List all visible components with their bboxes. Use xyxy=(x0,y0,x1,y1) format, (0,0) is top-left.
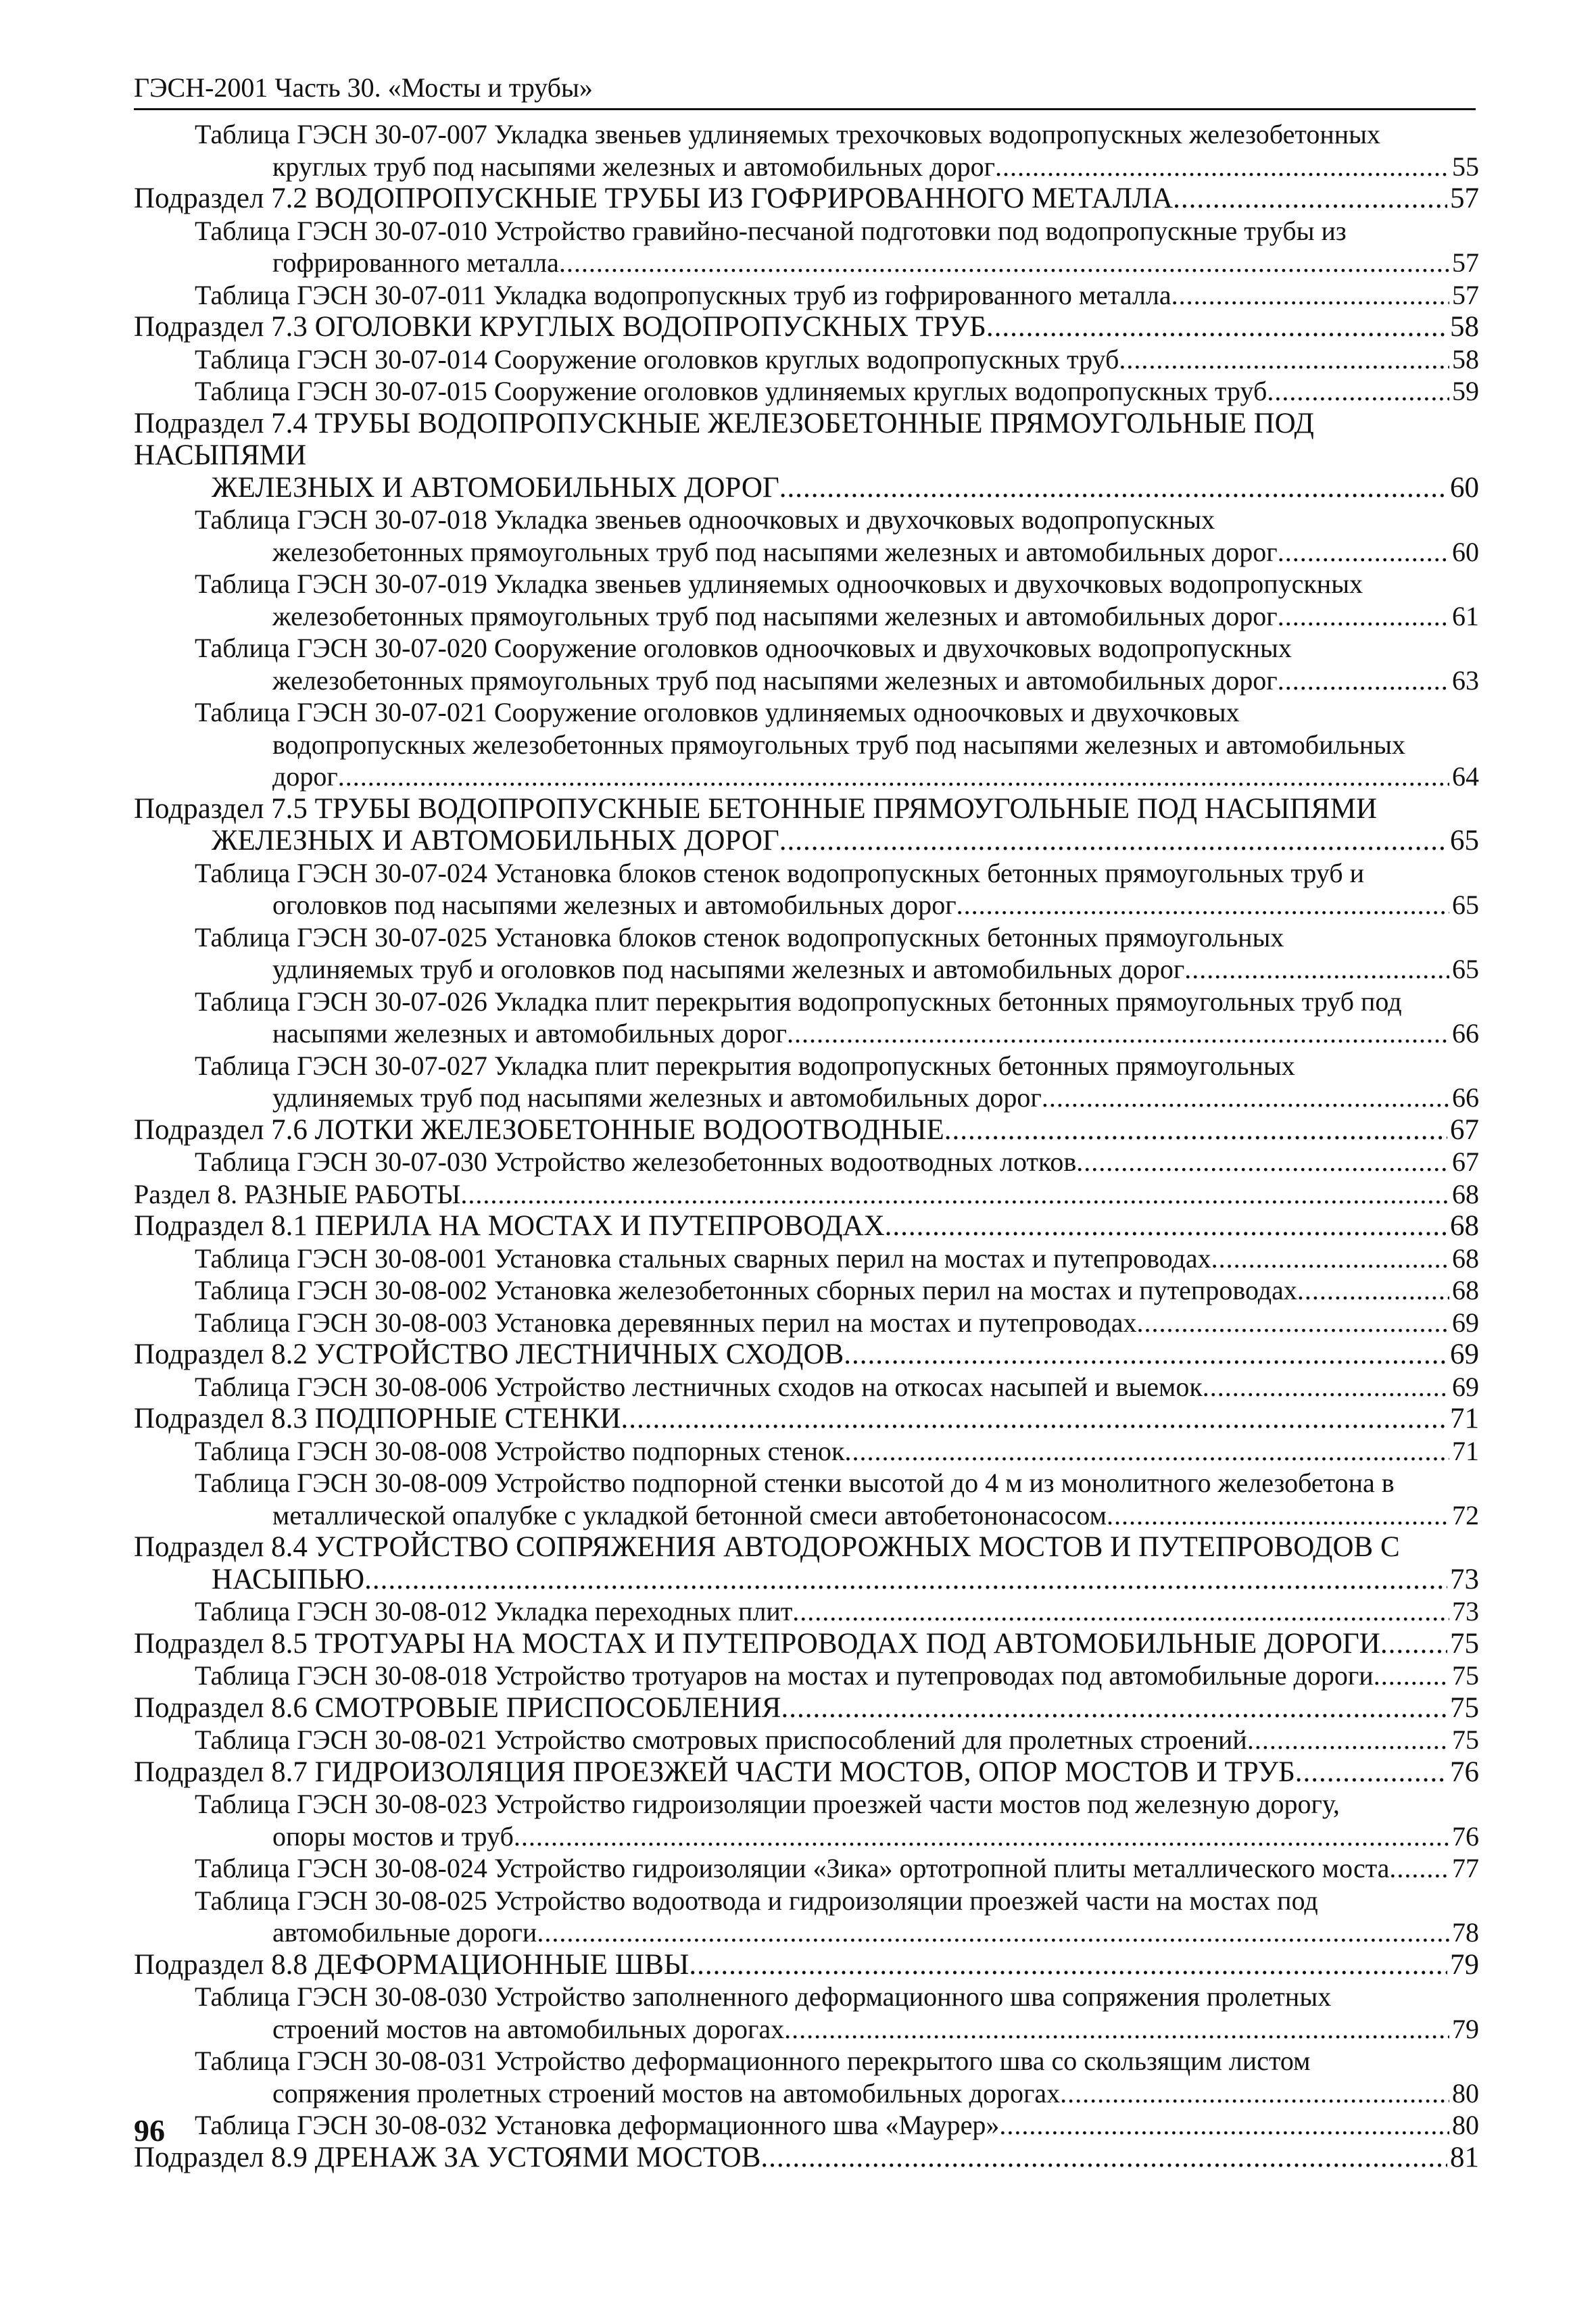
toc-entry-title: Таблица ГЭСН 30-08-006 Устройство лестничных сходов на откосах насыпей и выемок xyxy=(195,1371,1203,1402)
toc-entry-title: Таблица ГЭСН 30-08-001 Установка стальных сварных перил на мостах и путепроводах xyxy=(195,1243,1211,1274)
toc-page-number: 65 xyxy=(1452,890,1479,920)
toc-table-entry[interactable] xyxy=(195,118,1479,183)
toc-table-entry[interactable] xyxy=(195,1724,1479,1756)
toc-table-entry[interactable] xyxy=(195,2045,1479,2109)
toc-entry-title: Подраздел 8.1 ПЕРИЛА НА МОСТАХ И ПУТЕПРОВОДАХ xyxy=(134,1210,885,1242)
toc-page-number: 60 xyxy=(1452,536,1479,567)
toc-entry-title: Таблица ГЭСН 30-07-019 Укладка звеньев удлиняемых одноочковых и двухочковых водопропускных xyxy=(195,569,1363,599)
toc-page-number: 68 xyxy=(1452,1275,1479,1305)
toc-page-number: 71 xyxy=(1450,1403,1479,1434)
toc-table-entry[interactable] xyxy=(195,1467,1479,1531)
leader-dots xyxy=(995,151,1449,183)
leader-dots xyxy=(1171,279,1449,312)
toc-entry-title: Таблица ГЭСН 30-08-031 Устройство деформационного перекрытого шва со скользящим листом xyxy=(195,2046,1311,2076)
toc-entry-title: Таблица ГЭСН 30-08-012 Укладка переходных плит xyxy=(195,1596,793,1626)
leader-dots xyxy=(1136,1307,1449,1339)
toc-entry-title: Таблица ГЭСН 30-08-018 Устройство тротуаров на мостах и путепроводах под автомобильные дороги xyxy=(195,1660,1374,1691)
leader-dots xyxy=(689,1949,1447,1981)
toc-entry-title: Подраздел 8.2 УСТРОЙСТВО ЛЕСТНИЧНЫХ СХОДОВ xyxy=(134,1338,844,1370)
leader-dots xyxy=(885,1210,1447,1243)
toc-page-number: 78 xyxy=(1452,1917,1479,1948)
toc-subsection-entry[interactable] xyxy=(134,1628,1479,1660)
toc-entry-title: Подраздел 8.5 ТРОТУАРЫ НА МОСТАХ И ПУТЕПРОВОДАХ ПОД АВТОМОБИЛЬНЫЕ ДОРОГИ xyxy=(134,1627,1380,1660)
toc-entry-title: Таблица ГЭСН 30-07-021 Сооружение оголовков удлиняемых одноочковых и двухочковых xyxy=(195,697,1240,727)
toc-table-entry[interactable] xyxy=(195,1981,1479,2045)
leader-dots xyxy=(1042,1082,1449,1114)
leader-dots xyxy=(787,1017,1449,1050)
toc-page-number: 67 xyxy=(1452,1147,1479,1177)
toc-page-number: 71 xyxy=(1452,1435,1479,1466)
leader-dots xyxy=(844,1338,1447,1371)
leader-dots xyxy=(792,1595,1449,1628)
toc-page-number: 64 xyxy=(1452,761,1479,792)
toc-table-entry[interactable] xyxy=(195,1885,1479,1949)
toc-entry-title-cont: НАСЫПЬЮ xyxy=(212,1563,365,1595)
toc-entry-title-cont: водопропускных железобетонных прямоугольных труб под насыпями железных и автомобильных xyxy=(272,729,1406,760)
leader-dots xyxy=(514,1820,1449,1853)
toc-entry-title: Таблица ГЭСН 30-07-018 Укладка звеньев одноочковых и двухочковых водопропускных xyxy=(195,504,1215,535)
toc-entry-title: Подраздел 8.6 СМОТРОВЫЕ ПРИСПОСОБЛЕНИЯ xyxy=(134,1691,781,1724)
toc-subsection-entry[interactable] xyxy=(134,311,1479,343)
toc-entry-title: Таблица ГЭСН 30-07-010 Устройство гравийно-песчаной подготовки под водопропускные трубы из xyxy=(195,215,1347,246)
leader-dots xyxy=(1211,1243,1449,1275)
toc-page-number: 57 xyxy=(1450,183,1479,214)
toc-page-number: 80 xyxy=(1452,2110,1479,2140)
leader-dots xyxy=(1247,1724,1449,1756)
toc-entry-title: Раздел 8. РАЗНЫЕ РАБОТЫ xyxy=(134,1178,461,1209)
toc-page-number: 79 xyxy=(1452,2013,1479,2044)
leader-dots xyxy=(1389,1852,1449,1885)
leader-dots xyxy=(1060,2077,1449,2110)
toc-page-number: 68 xyxy=(1452,1178,1479,1209)
toc-entry-title: Подраздел 8.9 ДРЕНАЖ ЗА УСТОЯМИ МОСТОВ xyxy=(134,2141,761,2173)
toc-page-number: 67 xyxy=(1450,1113,1479,1146)
toc-page-number: 65 xyxy=(1452,954,1479,984)
toc-page-number: 79 xyxy=(1450,1948,1479,1981)
toc-page-number: 73 xyxy=(1452,1596,1479,1626)
toc-entry-title: Подраздел 8.8 ДЕФОРМАЦИОННЫЕ ШВЫ xyxy=(134,1948,690,1981)
leader-dots xyxy=(1267,375,1449,408)
toc-page-number: 66 xyxy=(1452,1018,1479,1048)
toc-entry-title: Таблица ГЭСН 30-08-025 Устройство водоотвода и гидроизоляции проезжей части на мостах под xyxy=(195,1885,1318,1916)
toc-table-entry[interactable] xyxy=(195,1788,1479,1852)
toc-subsection-entry[interactable] xyxy=(134,1531,1479,1595)
toc-page-number: 75 xyxy=(1452,1724,1479,1755)
leader-dots xyxy=(338,761,1449,793)
toc-page-number: 57 xyxy=(1452,279,1479,310)
toc-subsection-entry[interactable] xyxy=(134,2142,1479,2174)
toc-page-number: 75 xyxy=(1450,1691,1479,1724)
toc-entry-title-cont: автомобильные дороги xyxy=(272,1917,537,1948)
toc-page-number: 75 xyxy=(1450,1627,1479,1660)
toc-entry-title-cont: железобетонных прямоугольных труб под насыпями железных и автомобильных дорог xyxy=(272,600,1278,631)
toc-page-number: 76 xyxy=(1452,1820,1479,1852)
leader-dots xyxy=(957,889,1449,921)
leader-dots xyxy=(1119,343,1449,376)
toc-page-number: 63 xyxy=(1452,665,1479,696)
toc-page-number: 73 xyxy=(1450,1563,1479,1595)
toc-page-number: 68 xyxy=(1450,1210,1479,1242)
toc-table-entry[interactable] xyxy=(195,2109,1479,2142)
toc-entry-title-cont: круглых труб под насыпями железных и автомобильных дорог xyxy=(272,151,996,182)
toc-entry-title-cont: оголовков под насыпями железных и автомобильных дорог xyxy=(272,890,957,920)
toc-section-entry[interactable] xyxy=(134,1178,1479,1211)
leader-dots xyxy=(779,825,1447,857)
running-header: ГЭСН-2001 Часть 30. «Мосты и трубы» xyxy=(134,72,1476,110)
toc-table-entry[interactable] xyxy=(195,1660,1479,1692)
toc-page-number: 59 xyxy=(1452,376,1479,406)
toc-table-entry[interactable] xyxy=(195,1307,1479,1339)
toc-entry-title-cont: сопряжения пролетных строений мостов на автомобильных дорогах xyxy=(272,2077,1061,2108)
toc-page-number: 66 xyxy=(1452,1082,1479,1113)
toc-page-number: 81 xyxy=(1450,2141,1479,2173)
leader-dots xyxy=(537,1916,1449,1949)
toc-entry-title: Подраздел 7.3 ОГОЛОВКИ КРУГЛЫХ ВОДОПРОПУСКНЫХ ТРУБ xyxy=(134,311,986,343)
toc-table-entry[interactable] xyxy=(195,1050,1479,1114)
toc-subsection-entry[interactable] xyxy=(134,793,1479,857)
toc-table-entry[interactable] xyxy=(195,343,1479,376)
leader-dots xyxy=(1278,665,1449,697)
toc-entry-title: Таблица ГЭСН 30-07-027 Укладка плит перекрытия водопропускных бетонных прямоугольных xyxy=(195,1050,1295,1081)
toc-page-number: 61 xyxy=(1452,600,1479,631)
toc-page-number: 58 xyxy=(1450,311,1479,343)
toc-table-entry[interactable] xyxy=(195,1243,1479,1275)
leader-dots xyxy=(1295,1756,1447,1789)
toc-entry-title-cont: железобетонных прямоугольных труб под насыпями железных и автомобильных дорог xyxy=(272,665,1278,696)
toc-entry-title-cont: удлиняемых труб и оголовков под насыпями железных и автомобильных дорог xyxy=(272,954,1185,984)
toc-entry-title-cont: дорог xyxy=(272,761,338,792)
toc-table-entry[interactable] xyxy=(195,1852,1479,1885)
toc-entry-title-cont: опоры мостов и труб xyxy=(272,1820,514,1852)
leader-dots xyxy=(1278,600,1449,633)
toc-entry-title: Таблица ГЭСН 30-08-009 Устройство подпорной стенки высотой до 4 м из монолитного железобетона в xyxy=(195,1468,1395,1498)
toc-entry-title-cont: гофрированного металла xyxy=(272,247,559,278)
toc-table-entry[interactable] xyxy=(195,1274,1479,1307)
toc-entry-title: Подраздел 8.4 УСТРОЙСТВО СОПРЯЖЕНИЯ АВТОДОРОЖНЫХ МОСТОВ И ПУТЕПРОВОДОВ С xyxy=(134,1531,1400,1563)
page-number: 96 xyxy=(134,2113,165,2148)
leader-dots xyxy=(621,1403,1447,1435)
toc-entry-title: Таблица ГЭСН 30-07-026 Укладка плит перекрытия водопропускных бетонных прямоугольных труб под xyxy=(195,986,1402,1017)
toc-entry-title: Подраздел 7.5 ТРУБЫ ВОДОПРОПУСКНЫЕ БЕТОННЫЕ ПРЯМОУГОЛЬНЫЕ ПОД НАСЫПЯМИ xyxy=(134,792,1378,825)
toc-entry-title: Таблица ГЭСН 30-07-020 Сооружение оголовков одноочковых и двухочковых водопропускных xyxy=(195,633,1292,663)
toc-table-entry[interactable] xyxy=(195,1435,1479,1468)
leader-dots xyxy=(944,1114,1447,1147)
toc-subsection-entry[interactable] xyxy=(134,1403,1479,1435)
toc-entry-title: Таблица ГЭСН 30-08-023 Устройство гидроизоляции проезжей части мостов под железную дорогу, xyxy=(195,1789,1340,1819)
leader-dots xyxy=(1278,536,1449,569)
toc-table-entry[interactable] xyxy=(195,568,1479,632)
toc-entry-title: Подраздел 8.7 ГИДРОИЗОЛЯЦИЯ ПРОЕЗЖЕЙ ЧАСТИ МОСТОВ, ОПОР МОСТОВ И ТРУБ xyxy=(134,1756,1295,1788)
toc-subsection-entry[interactable] xyxy=(134,1949,1479,1981)
toc-entry-title: Таблица ГЭСН 30-07-011 Укладка водопропускных труб из гофрированного металла xyxy=(195,279,1171,310)
leader-dots xyxy=(364,1564,1447,1596)
leader-dots xyxy=(986,311,1447,343)
toc-entry-title: Таблица ГЭСН 30-07-025 Установка блоков стенок водопропускных бетонных прямоугольных xyxy=(195,921,1284,952)
toc-table-entry[interactable] xyxy=(195,857,1479,921)
toc-table-entry[interactable] xyxy=(195,215,1479,279)
toc-table-entry[interactable] xyxy=(195,375,1479,408)
toc-page-number: 65 xyxy=(1450,825,1479,857)
table-of-contents xyxy=(134,118,1479,2173)
leader-dots xyxy=(1380,1628,1447,1660)
toc-page-number: 72 xyxy=(1452,1499,1479,1530)
leader-dots xyxy=(844,1435,1449,1468)
toc-entry-title: Подраздел 7.2 ВОДОПРОПУСКНЫЕ ТРУБЫ ИЗ ГОФРИРОВАННОГО МЕТАЛЛА xyxy=(134,183,1174,214)
toc-page-number: 55 xyxy=(1452,151,1479,182)
toc-entry-title: Таблица ГЭСН 30-08-003 Установка деревянных перил на мостах и путепроводах xyxy=(195,1307,1137,1338)
toc-table-entry[interactable] xyxy=(195,1371,1479,1403)
leader-dots xyxy=(779,472,1447,504)
toc-entry-title: Таблица ГЭСН 30-08-002 Установка железобетонных сборных перил на мостах и путепроводах xyxy=(195,1275,1297,1305)
toc-entry-title: Таблица ГЭСН 30-07-007 Укладка звеньев удлиняемых трехочковых водопропускных железобетонных xyxy=(195,119,1381,149)
toc-subsection-entry[interactable] xyxy=(134,183,1479,215)
leader-dots xyxy=(1297,1274,1449,1307)
toc-table-entry[interactable] xyxy=(195,632,1479,696)
toc-table-entry[interactable] xyxy=(195,696,1479,793)
toc-page-number: 76 xyxy=(1450,1756,1479,1788)
toc-subsection-entry[interactable] xyxy=(134,1692,1479,1724)
leader-dots xyxy=(784,2013,1449,2046)
leader-dots xyxy=(781,1692,1448,1724)
toc-page-number: 69 xyxy=(1452,1371,1479,1402)
toc-entry-title: Таблица ГЭСН 30-07-024 Установка блоков стенок водопропускных бетонных прямоугольных труб и xyxy=(195,857,1365,888)
toc-entry-title: Подраздел 7.4 ТРУБЫ ВОДОПРОПУСКНЫЕ ЖЕЛЕЗОБЕТОННЫЕ ПРЯМОУГОЛЬНЫЕ ПОД НАСЫПЯМИ xyxy=(134,407,1314,471)
leader-dots xyxy=(999,2109,1449,2142)
leader-dots xyxy=(1076,1146,1449,1178)
leader-dots xyxy=(1107,1499,1449,1532)
toc-table-entry[interactable] xyxy=(195,279,1479,312)
toc-entry-title: Таблица ГЭСН 30-07-030 Устройство железобетонных водоотводных лотков xyxy=(195,1147,1077,1177)
toc-entry-title-cont: насыпями железных и автомобильных дорог xyxy=(272,1018,788,1048)
toc-page-number: 58 xyxy=(1452,343,1479,375)
toc-entry-title-cont: железобетонных прямоугольных труб под насыпями железных и автомобильных дорог xyxy=(272,536,1278,567)
toc-entry-title: Таблица ГЭСН 30-07-015 Сооружение оголовков удлиняемых круглых водопропускных труб xyxy=(195,376,1267,406)
toc-entry-title: Таблица ГЭСН 30-07-014 Сооружение оголовков круглых водопропускных труб xyxy=(195,343,1119,375)
toc-entry-title-cont: ЖЕЛЕЗНЫХ И АВТОМОБИЛЬНЫХ ДОРОГ xyxy=(212,825,779,857)
toc-page-number: 57 xyxy=(1452,247,1479,278)
leader-dots xyxy=(1184,953,1449,986)
toc-page-number: 69 xyxy=(1452,1307,1479,1338)
leader-dots xyxy=(1374,1660,1449,1692)
toc-subsection-entry[interactable] xyxy=(134,1210,1479,1243)
toc-entry-title: Таблица ГЭСН 30-08-008 Устройство подпорных стенок xyxy=(195,1435,845,1466)
toc-entry-title: Подраздел 8.3 ПОДПОРНЫЕ СТЕНКИ xyxy=(134,1403,621,1434)
toc-subsection-entry[interactable] xyxy=(134,1114,1479,1147)
toc-entry-title: Таблица ГЭСН 30-08-032 Установка деформационного шва «Маурер» xyxy=(195,2110,1000,2140)
toc-subsection-entry[interactable] xyxy=(134,408,1479,504)
toc-page-number: 60 xyxy=(1450,471,1479,504)
toc-entry-title-cont: металлической опалубке с укладкой бетонной смеси автобетононасосом xyxy=(272,1499,1107,1530)
toc-table-entry[interactable] xyxy=(195,1146,1479,1178)
toc-page-number: 77 xyxy=(1452,1853,1479,1883)
leader-dots xyxy=(559,247,1449,279)
toc-entry-title-cont: строений мостов на автомобильных дорогах xyxy=(272,2013,785,2044)
toc-entry-title: Таблица ГЭСН 30-08-024 Устройство гидроизоляции «Зика» ортотропной плиты металлического моста xyxy=(195,1853,1390,1883)
leader-dots xyxy=(1203,1371,1449,1403)
leader-dots xyxy=(460,1178,1449,1211)
toc-page-number: 80 xyxy=(1452,2077,1479,2108)
toc-subsection-entry[interactable] xyxy=(134,1756,1479,1789)
leader-dots xyxy=(760,2142,1447,2174)
toc-page-number: 68 xyxy=(1452,1243,1479,1274)
toc-entry-title-cont: ЖЕЛЕЗНЫХ И АВТОМОБИЛЬНЫХ ДОРОГ xyxy=(212,471,779,504)
toc-page-number: 75 xyxy=(1452,1660,1479,1691)
toc-entry-title-cont: удлиняемых труб под насыпями железных и автомобильных дорог xyxy=(272,1082,1042,1113)
toc-subsection-entry[interactable] xyxy=(134,1338,1479,1371)
toc-table-entry[interactable] xyxy=(195,921,1479,986)
toc-table-entry[interactable] xyxy=(195,504,1479,568)
toc-page-number: 69 xyxy=(1450,1338,1479,1370)
toc-table-entry[interactable] xyxy=(195,986,1479,1050)
toc-entry-title: Подраздел 7.6 ЛОТКИ ЖЕЛЕЗОБЕТОННЫЕ ВОДООТВОДНЫЕ xyxy=(134,1113,944,1146)
toc-entry-title: Таблица ГЭСН 30-08-030 Устройство заполненного деформационного шва сопряжения пролетных xyxy=(195,1981,1332,2012)
toc-entry-title: Таблица ГЭСН 30-08-021 Устройство смотровых приспособлений для пролетных строений xyxy=(195,1724,1247,1755)
toc-table-entry[interactable] xyxy=(195,1595,1479,1628)
leader-dots xyxy=(1173,183,1447,215)
